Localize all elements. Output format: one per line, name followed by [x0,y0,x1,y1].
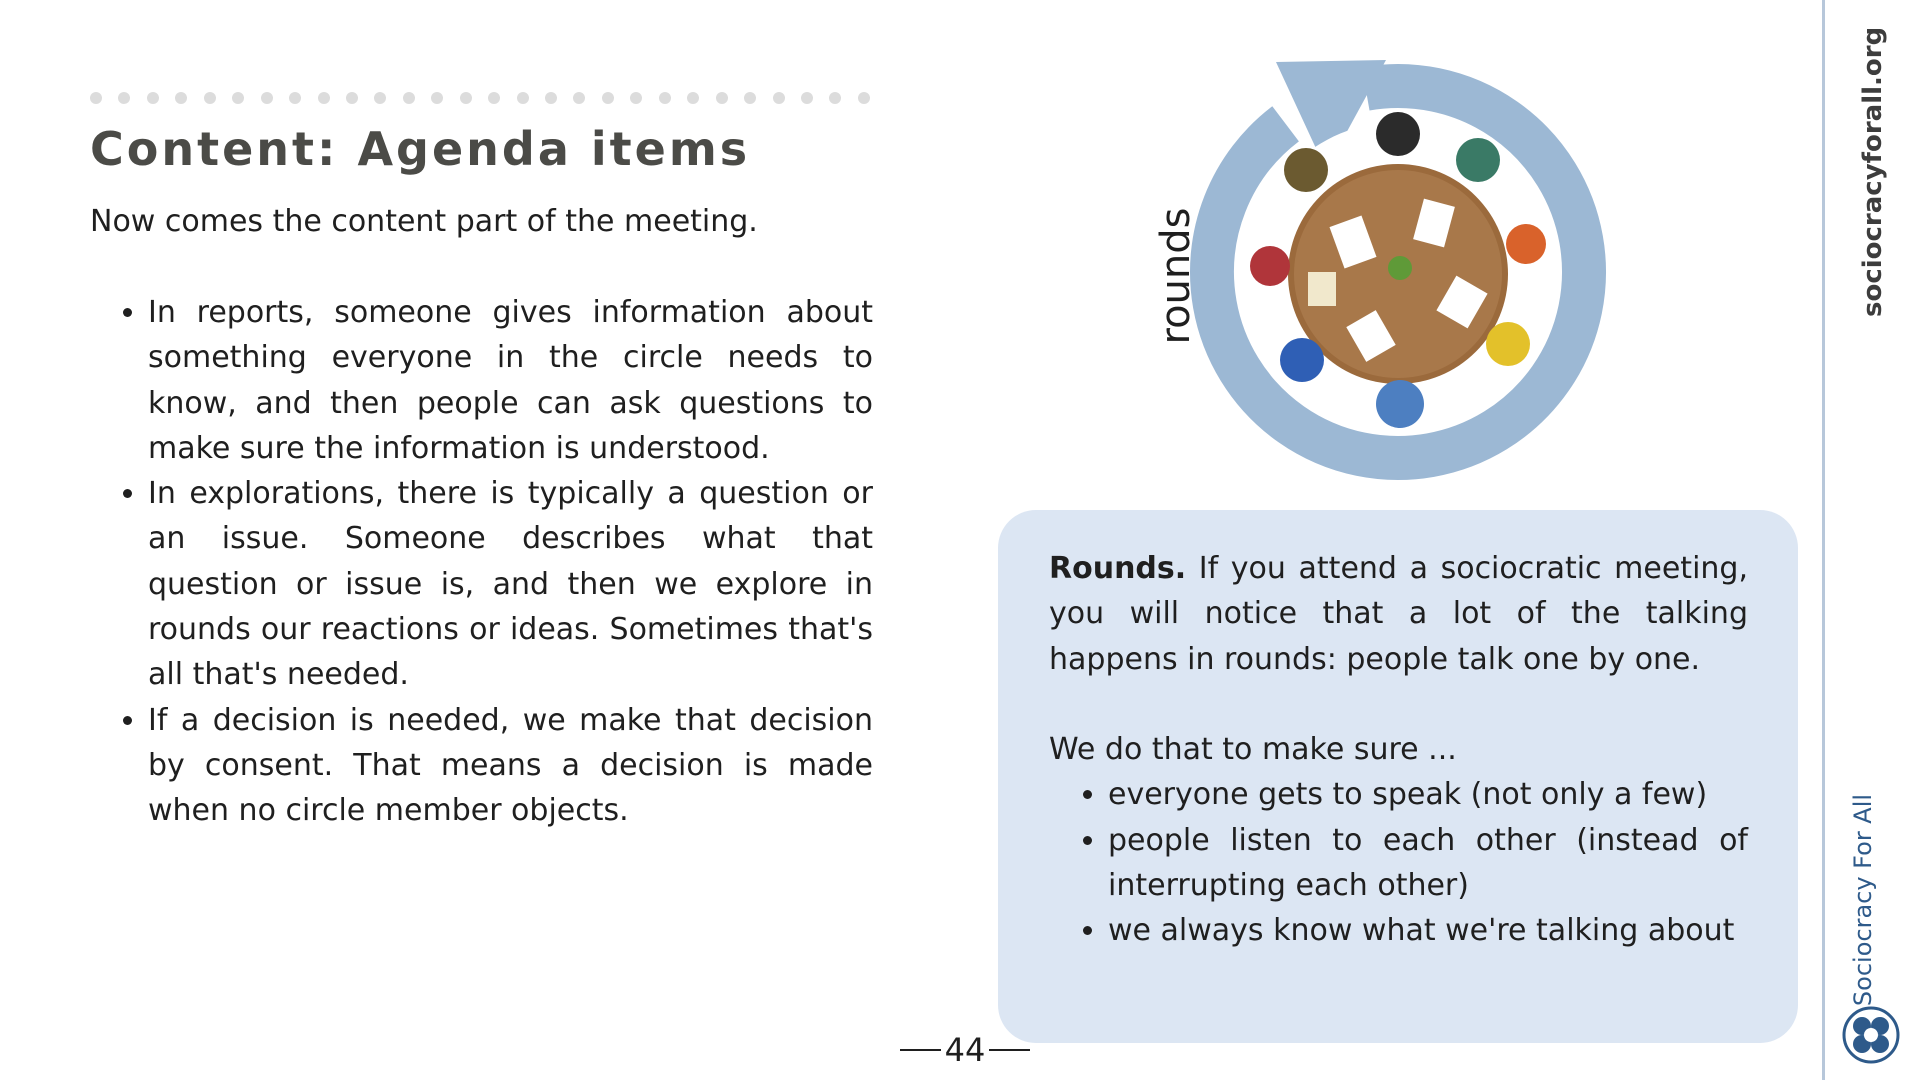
callout-text: If you attend a sociocratic meeting, you will notice that a lot of the talking happens in rounds: people talk one by one. [1049,551,1748,677]
callout-lead: We do that to make sure ... [1049,732,1457,768]
rounds-label: rounds [1153,207,1199,345]
person [1376,380,1424,428]
rounds-circle-illustration [1178,52,1618,492]
sidebar-divider [1822,0,1825,1080]
person [1250,246,1290,286]
page-title: Content: Agenda items [90,122,751,176]
brand-label: Sociocracy For All [1849,793,1877,1007]
rounds-callout [998,510,1798,1043]
list-item: • If a decision is needed, we make that decision by consent. That means a decision is made when no circle member objects. [148,698,873,834]
list-item: • people listen to each other (instead of interrupting each other) [1108,818,1748,909]
person [1506,224,1546,264]
person [1456,138,1500,182]
list-item: • In reports, someone gives information about something everyone in the circle needs to know, and then people can ask questions to make sure the information is understood. [148,290,873,471]
dotted-divider [90,92,870,106]
callout-paragraph [1049,546,1748,682]
list-item: • In explorations, there is typically a question or an issue. Someone describes what that question or issue is, and then we explore in rounds our reactions or ideas. Sometimes that's all that's needed. [148,471,873,697]
list-item: • we always know what we're talking about [1108,908,1748,953]
person [1280,338,1324,382]
website-label: sociocracyforall.org [1858,26,1888,317]
list-item: • everyone gets to speak (not only a few) [1108,772,1748,817]
agenda-bullet-list [90,290,873,834]
intro-text: Now comes the content part of the meeting. [90,204,758,239]
person [1376,112,1420,156]
callout-bullet-list [1049,772,1748,953]
person [1284,148,1328,192]
page-number-text: 44 [944,1031,986,1069]
sociocracy-logo-icon [1842,1006,1900,1064]
person [1486,322,1530,366]
page-number [900,1030,1030,1070]
callout-heading: Rounds. [1049,551,1187,586]
